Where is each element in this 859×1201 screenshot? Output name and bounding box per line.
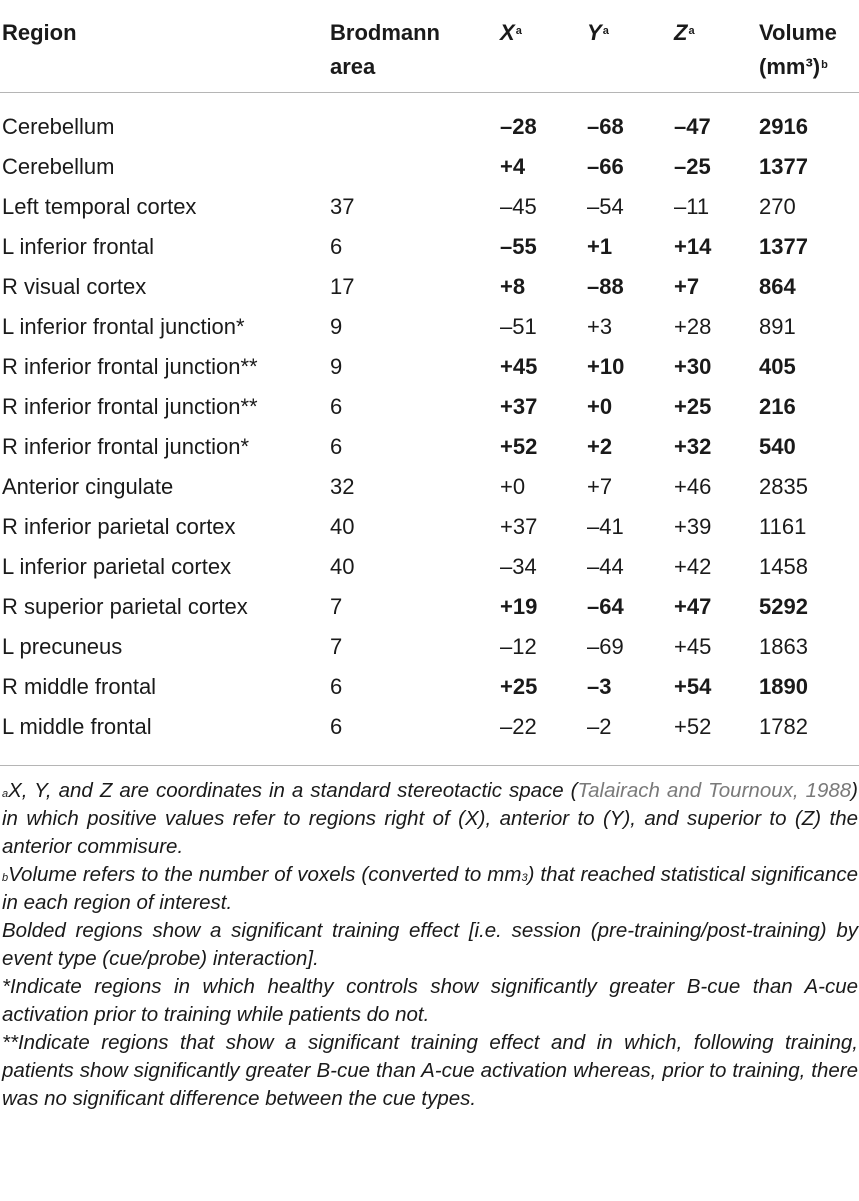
table-row (0, 227, 859, 267)
table-row (0, 587, 859, 627)
footnote-a (2, 777, 858, 861)
header-x-footnote-mark: a (515, 25, 522, 37)
brodmann-area-cell: 37 (330, 194, 355, 219)
region-cell: L inferior frontal junction* (2, 314, 245, 339)
table-row (0, 667, 859, 707)
x-coordinate-cell: +0 (500, 474, 526, 499)
y-coordinate-cell: +2 (587, 434, 613, 459)
region-cell: R inferior frontal junction** (2, 354, 258, 379)
brodmann-area-cell: 9 (330, 354, 343, 379)
x-coordinate-cell: –12 (500, 634, 537, 659)
x-coordinate-cell: –22 (500, 714, 537, 739)
brodmann-area-cell: 40 (330, 554, 355, 579)
x-coordinate-cell: +8 (500, 274, 526, 299)
footnote-b-superscript: 3 (521, 872, 528, 884)
x-coordinate-cell: +25 (500, 674, 538, 699)
volume-cell: 1890 (759, 674, 808, 699)
z-coordinate-cell: +45 (674, 634, 712, 659)
table-row (0, 467, 859, 507)
header-x-label: X (500, 20, 515, 45)
y-coordinate-cell: –54 (587, 194, 624, 219)
table-header (0, 0, 859, 93)
volume-cell: 1377 (759, 234, 808, 259)
z-coordinate-cell: –47 (674, 114, 711, 139)
z-coordinate-cell: +42 (674, 554, 712, 579)
region-cell: R middle frontal (2, 674, 157, 699)
table-row (0, 627, 859, 667)
footnote-a-mark: a (2, 788, 9, 800)
footnote-b (2, 861, 858, 917)
z-coordinate-cell: –25 (674, 154, 711, 179)
z-coordinate-cell: –11 (674, 194, 710, 219)
header-z-footnote-mark: a (688, 25, 695, 37)
volume-cell: 2916 (759, 114, 808, 139)
header-x (500, 0, 587, 93)
region-cell: L inferior parietal cortex (2, 554, 232, 579)
table-row (0, 347, 859, 387)
table-row (0, 387, 859, 427)
x-coordinate-cell: –45 (500, 194, 537, 219)
table-row (0, 147, 859, 187)
z-coordinate-cell: +47 (674, 594, 712, 619)
brodmann-area-cell: 6 (330, 234, 343, 259)
table-row (0, 267, 859, 307)
z-coordinate-cell: +32 (674, 434, 712, 459)
region-cell: R inferior parietal cortex (2, 514, 236, 539)
header-region (0, 0, 330, 93)
x-coordinate-cell: –28 (500, 114, 537, 139)
x-coordinate-cell: +19 (500, 594, 538, 619)
volume-cell: 891 (759, 314, 796, 339)
region-cell: L inferior frontal (2, 234, 155, 259)
z-coordinate-cell: +14 (674, 234, 712, 259)
x-coordinate-cell: +52 (500, 434, 538, 459)
footnote-double-star: **Indicate regions that show a significant training effect and in which, following training, patients show significantly greater B-cue than A-cue activation whereas, prior to training, there was no significant difference between the cue types. (2, 1031, 858, 1110)
brodmann-area-cell: 6 (330, 674, 343, 699)
y-coordinate-cell: +3 (587, 314, 613, 339)
volume-cell: 540 (759, 434, 796, 459)
z-coordinate-cell: +46 (674, 474, 712, 499)
y-coordinate-cell: –44 (587, 554, 624, 579)
header-brodmann-line2: area (330, 54, 376, 79)
table-footnotes (2, 777, 858, 1113)
z-coordinate-cell: +52 (674, 714, 712, 739)
brodmann-area-cell: 6 (330, 714, 343, 739)
y-coordinate-cell: –69 (587, 634, 624, 659)
x-coordinate-cell: –55 (500, 234, 537, 259)
z-coordinate-cell: +28 (674, 314, 712, 339)
brodmann-area-cell: 17 (330, 274, 355, 299)
region-cell: Left temporal cortex (2, 194, 197, 219)
brodmann-area-cell: 6 (330, 394, 343, 419)
region-cell: L middle frontal (2, 714, 152, 739)
z-coordinate-cell: +7 (674, 274, 700, 299)
header-z (674, 0, 759, 93)
footnote-single-star: *Indicate regions in which healthy controls show significantly greater B-cue than A-cue activation prior to training while patients do not. (2, 975, 858, 1026)
table-row (0, 507, 859, 547)
brodmann-area-cell (330, 93, 500, 148)
table-bottom-rule (0, 765, 859, 766)
y-coordinate-cell: –88 (587, 274, 624, 299)
footnote-b-text-end: ) that reached statistical significance in each region of interest. (2, 863, 858, 914)
footnote-b-text-start: Volume refers to the number of voxels (converted to mm (8, 863, 522, 886)
brodmann-area-cell: 6 (330, 434, 343, 459)
region-cell: Cerebellum (2, 154, 115, 179)
y-coordinate-cell: –2 (587, 714, 612, 739)
table-row (0, 307, 859, 347)
z-coordinate-cell: +25 (674, 394, 712, 419)
brodmann-area-cell: 7 (330, 634, 343, 659)
table-body (0, 93, 859, 756)
x-coordinate-cell: –34 (500, 554, 537, 579)
brodmann-area-cell: 40 (330, 514, 355, 539)
x-coordinate-cell: +37 (500, 394, 538, 419)
header-y-footnote-mark: a (602, 25, 609, 37)
y-coordinate-cell: +7 (587, 474, 613, 499)
x-coordinate-cell: +37 (500, 514, 538, 539)
table-row (0, 93, 859, 148)
volume-cell: 405 (759, 354, 796, 379)
volume-cell: 216 (759, 394, 796, 419)
region-cell: R visual cortex (2, 274, 147, 299)
region-cell: L precuneus (2, 634, 123, 659)
footnote-a-text-end: ) in which positive values refer to regions right of (X), anterior to (Y), and superior to (Z) the anterior commisure. (2, 779, 858, 858)
header-volume-line1: Volume (759, 20, 837, 45)
volume-cell: 1782 (759, 714, 808, 739)
region-cell: R inferior frontal junction** (2, 394, 258, 419)
footnote-b-mark: b (2, 872, 9, 884)
volume-cell: 2835 (759, 474, 808, 499)
header-y-label: Y (587, 20, 602, 45)
footnote-bold-explanation: Bolded regions show a significant training effect [i.e. session (pre-training/post-training) by event type (cue/probe) interaction]. (2, 919, 858, 970)
x-coordinate-cell: +45 (500, 354, 538, 379)
y-coordinate-cell: –3 (587, 674, 612, 699)
table-row (0, 187, 859, 227)
volume-cell: 5292 (759, 594, 808, 619)
citation-link[interactable]: Talairach and Tournoux, 1988 (577, 779, 852, 802)
header-region-label: Region (2, 20, 77, 45)
y-coordinate-cell: +0 (587, 394, 613, 419)
header-volume (759, 0, 859, 93)
table-row (0, 547, 859, 587)
header-volume-line2: (mm³) (759, 54, 821, 79)
table-row (0, 707, 859, 755)
y-coordinate-cell: +1 (587, 234, 613, 259)
x-coordinate-cell: +4 (500, 154, 526, 179)
brodmann-area-cell: 9 (330, 314, 343, 339)
brodmann-area-cell: 32 (330, 474, 355, 499)
volume-cell: 1458 (759, 554, 808, 579)
y-coordinate-cell: –41 (587, 514, 624, 539)
region-cell: Anterior cingulate (2, 474, 174, 499)
brodmann-area-cell: 7 (330, 594, 343, 619)
volume-cell: 1377 (759, 154, 808, 179)
y-coordinate-cell: –66 (587, 154, 624, 179)
region-cell: Cerebellum (2, 114, 115, 139)
brodmann-area-cell (330, 147, 500, 187)
header-brodmann (330, 0, 500, 93)
volume-cell: 1161 (759, 514, 807, 539)
volume-cell: 270 (759, 194, 796, 219)
region-cell: R superior parietal cortex (2, 594, 248, 619)
header-z-label: Z (674, 20, 688, 45)
x-coordinate-cell: –51 (500, 314, 537, 339)
y-coordinate-cell: –68 (587, 114, 624, 139)
table-row (0, 427, 859, 467)
header-brodmann-line1: Brodmann (330, 20, 440, 45)
z-coordinate-cell: +54 (674, 674, 712, 699)
volume-cell: 864 (759, 274, 796, 299)
y-coordinate-cell: –64 (587, 594, 624, 619)
footnote-a-text-start: X, Y, and Z are coordinates in a standard stereotactic space ( (8, 779, 578, 802)
header-volume-footnote-mark: b (821, 59, 828, 71)
y-coordinate-cell: +10 (587, 354, 625, 379)
z-coordinate-cell: +39 (674, 514, 712, 539)
z-coordinate-cell: +30 (674, 354, 712, 379)
header-row (0, 0, 859, 93)
header-y (587, 0, 674, 93)
volume-cell: 1863 (759, 634, 808, 659)
region-cell: R inferior frontal junction* (2, 434, 250, 459)
